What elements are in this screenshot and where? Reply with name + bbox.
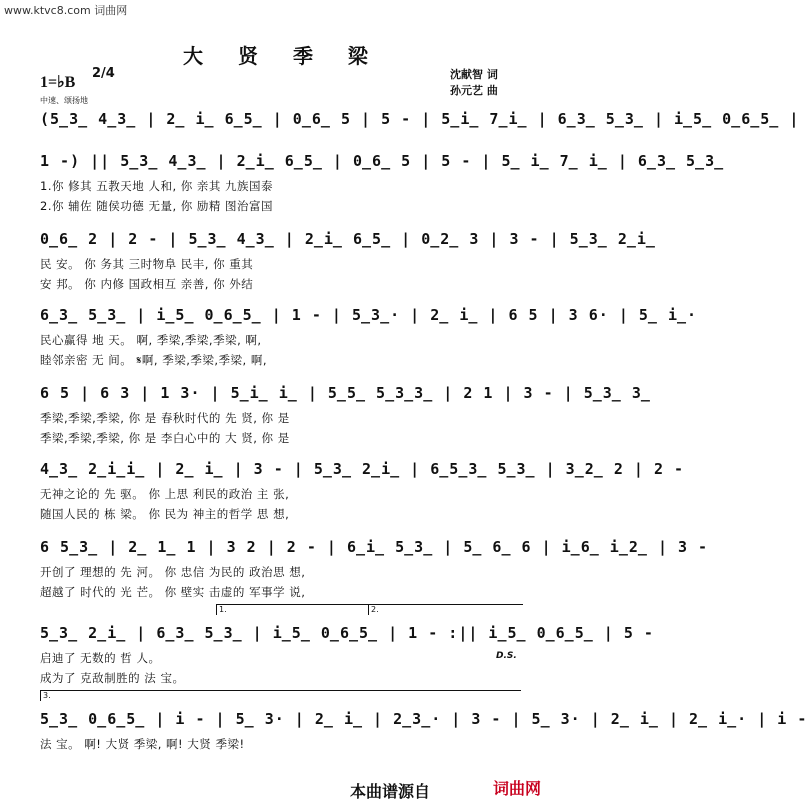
lyric-line-verse-1: 民心赢得 地 天。 啊, 季梁,季梁,季梁, 啊,: [40, 333, 262, 347]
notation-line: 6 5 | 6 3 | 1 3· | 5̲i̲ i̲ | 5̲5̲ 5̲3̲3̲ | 2 1 | 3 - | 5̲3̲ 3̲: [40, 384, 651, 402]
notation-line: 1 -) || 5̲3̲ 4̲3̲ | 2̲i̲ 6̲5̲ | 0̲6̲ 5 | 5 - | 5̲ i̲ 7̲ i̲ | 6̲3̲ 5̲3̲: [40, 152, 725, 170]
lyric-line-verse-2: 成为了 克敌制胜的 法 宝。: [40, 671, 185, 685]
lyric-line-verse-1: 开创了 理想的 先 河。 你 忠信 为民的 政治思 想,: [40, 565, 306, 579]
notation-line: 0̲6̲ 2 | 2 - | 5̲3̲ 4̲3̲ | 2̲i̲ 6̲5̲ | 0̲2̲ 3 | 3 - | 5̲3̲ 2̲i̲: [40, 230, 656, 248]
tempo-mark: 中速、颂扬地: [40, 96, 88, 105]
footer-source-text: 本曲谱源自: [350, 782, 431, 801]
notation-line: (5̲3̲ 4̲3̲ | 2̲ i̲ 6̲5̲ | 0̲6̲ 5 | 5 - | 5̲i̲ 7̲i̲ | 6̲3̲ 5̲3̲ | i̲5̲ 0̲6̲5̲ |: [40, 110, 800, 128]
notation-line: 4̲3̲ 2̲i̲i̲ | 2̲ i̲ | 3 - | 5̲3̲ 2̲i̲ | 6̲5̲3̲ 5̲3̲ | 3̲2̲ 2 | 2 -: [40, 460, 685, 478]
notation-line: 6 5̲3̲ | 2̲ 1̲ 1 | 3 2 | 2 - | 6̲i̲ 5̲3̲ | 5̲ 6̲ 6 | i̲6̲ i̲2̲ | 3 -: [40, 538, 709, 556]
time-signature-value: 2/4: [92, 66, 115, 81]
volta-3: [40, 690, 521, 701]
lyric-line-verse-2: 季梁,季梁,季梁, 你 是 李白心中的 大 贤, 你 是: [40, 431, 290, 445]
site-header[interactable]: www.ktvc8.com 词曲网: [4, 4, 128, 17]
song-title: 大 贤 季 梁: [183, 44, 382, 68]
key-signature: 1=♭B: [40, 74, 76, 91]
time-signature: [92, 68, 115, 79]
volta-2-label: 2.: [371, 605, 379, 614]
lyric-line-verse-1: 季梁,季梁,季梁, 你 是 春秋时代的 先 贤, 你 是: [40, 411, 290, 425]
lyric-line-verse-1: 1.你 修其 五教天地 人和, 你 亲其 九族国泰: [40, 179, 274, 193]
lyric-line-verse-2: 睦邻亲密 无 间。 𝄋啊, 季梁,季梁,季梁, 啊,: [40, 353, 267, 367]
lyric-line-verse-1: 无神之论的 先 驱。 你 上思 利民的政治 主 张,: [40, 487, 290, 501]
footer-site-logo[interactable]: 词曲网: [493, 779, 542, 798]
lyric-line-verse-1: 法 宝。 啊! 大贤 季梁, 啊! 大贤 季梁!: [40, 737, 245, 751]
volta-3-label: 3.: [43, 691, 51, 700]
lyric-line-verse-1: 民 安。 你 务其 三时物阜 民丰, 你 重其: [40, 257, 254, 271]
notation-line: 5̲3̲ 2̲i̲ | 6̲3̲ 5̲3̲ | i̲5̲ 0̲6̲5̲ | 1 - :|| i̲5̲ 0̲6̲5̲ | 5 -: [40, 624, 654, 642]
lyric-line-verse-1: 启迪了 无数的 哲 人。: [40, 651, 161, 665]
notation-line: 6̲3̲ 5̲3̲ | i̲5̲ 0̲6̲5̲ | 1 - | 5̲3̲· | 2̲ i̲ | 6 5 | 3 6· | 5̲ i̲·: [40, 306, 698, 324]
lyric-line-verse-2: 超越了 时代的 光 芒。 你 壁实 击虚的 军事学 说,: [40, 585, 306, 599]
volta-1-label: 1.: [219, 605, 227, 614]
lyric-line-verse-2: 2.你 辅佐 随侯功德 无量, 你 励精 图治富国: [40, 199, 274, 213]
lyric-line-verse-2: 随国人民的 栋 梁。 你 民为 神主的哲学 思 想,: [40, 507, 290, 521]
volta-2: [368, 604, 523, 615]
lyricist-credit: 沈献智 词: [450, 68, 498, 81]
lyric-line-verse-2: 安 邦。 你 内修 国政相互 亲善, 你 外结: [40, 277, 254, 291]
volta-1: [216, 604, 369, 615]
composer-credit: 孙元艺 曲: [450, 84, 498, 97]
notation-line: 5̲3̲ 0̲6̲5̲ | i - | 5̲ 3· | 2̲ i̲ | 2̲3̲· | 3 - | 5̲ 3· | 2̲ i̲ | 2̲ i̲· | i -: [40, 710, 807, 728]
ds-mark: D.S.: [496, 651, 517, 661]
